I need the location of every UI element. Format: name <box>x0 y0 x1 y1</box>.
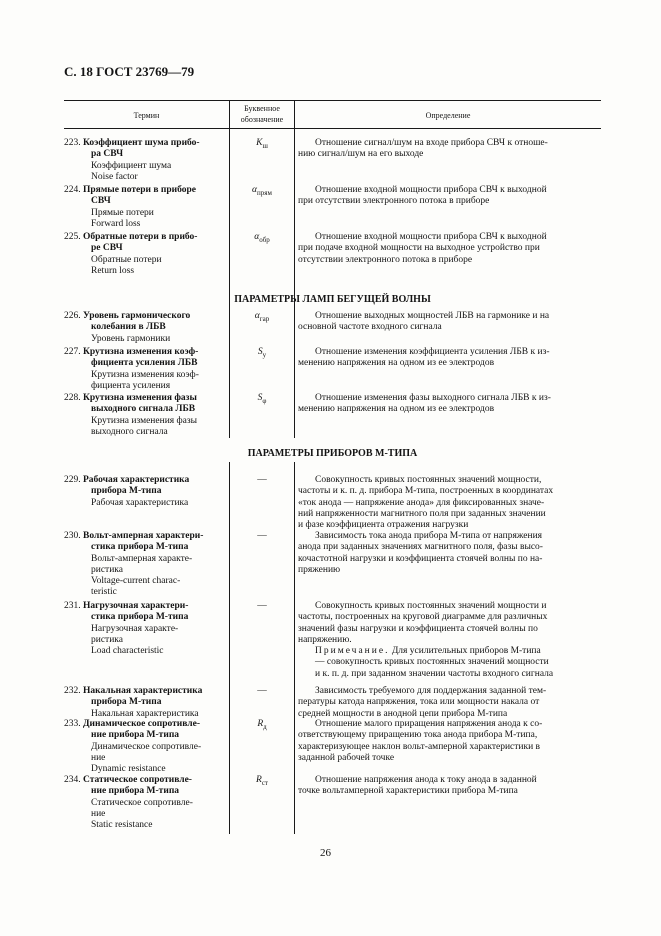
term-title-line: фициента усиления ЛБВ <box>91 358 198 369</box>
note-line <box>298 646 600 657</box>
term-cell <box>64 393 226 438</box>
term-title-line: ние прибора М-типа <box>91 786 180 797</box>
symbol-main: R <box>257 719 264 729</box>
term-synonym-line: выходного сигнала <box>91 426 168 437</box>
definition-cell <box>298 185 600 208</box>
term-cell <box>64 347 226 392</box>
col-header-symbol-line2: обозначение <box>240 115 284 124</box>
term-cell <box>64 775 226 831</box>
term-synonym-line: Накальная характеристика <box>91 708 199 719</box>
term-number: 224. <box>64 185 81 195</box>
term-synonym-line: Return loss <box>91 265 135 276</box>
term-number: 230. <box>64 531 81 541</box>
term-synonym-line: Voltage-current charac- <box>91 576 181 587</box>
term-title-text: Нагрузочная характери- <box>83 601 189 611</box>
definition-line: и фазе коэффициента отражения нагрузки <box>298 520 469 531</box>
definition-cell <box>298 719 600 764</box>
term-title-line: стика прибора М-типа <box>91 542 189 553</box>
term-number: 228. <box>64 393 81 403</box>
page-number: 26 <box>320 847 331 859</box>
definition-cell <box>298 393 600 416</box>
term-synonym-line: Крутизна изменения фазы <box>91 415 198 426</box>
term-cell <box>64 232 226 277</box>
term-number: 223. <box>64 138 81 148</box>
definition-line: Отношение изменения коэффициента усиления ЛБВ к из- <box>315 347 550 357</box>
definition-line: Отношение входной мощности прибора СВЧ к выходной <box>315 232 547 242</box>
term-cell <box>64 138 226 183</box>
definition-line: частоты и к. п. д. прибора М-типа, построенных в координатах <box>298 486 554 497</box>
symbol-cell <box>232 311 292 325</box>
term-number: 231. <box>64 601 81 611</box>
symbol-subscript: φ <box>262 396 267 405</box>
table-head-bottom-rule <box>64 128 601 129</box>
definition-line: Отношение изменения фазы выходного сигнала ЛБВ к из- <box>315 393 551 403</box>
definition-line: Отношение напряжения анода к току анода в заданной <box>315 775 537 785</box>
symbol-main: S <box>257 393 263 403</box>
definition-line: ний напряженности магнитного поля при заданных значении <box>298 508 546 519</box>
term-cell <box>64 719 226 775</box>
symbol-cell <box>232 775 292 789</box>
term-synonym-line: Рабочая характеристика <box>91 497 189 508</box>
term-synonym-line: фициента усиления <box>91 380 171 391</box>
term-number: 227. <box>64 347 81 357</box>
definition-line: «ток анода — напряжение анода» для фиксированных значе- <box>298 497 545 508</box>
term-number: 232. <box>64 686 81 696</box>
definition-line: характеризующее наклон вольт-амперной характеристики в <box>298 741 541 752</box>
term-cell <box>64 311 226 345</box>
symbol-cell <box>232 185 292 199</box>
term-title-text: Уровень гармонического <box>83 311 191 321</box>
term-synonym-line: Динамическое сопротивле- <box>91 741 202 752</box>
symbol-main: S <box>257 347 263 357</box>
definition-line: ответствующему приращению тока анода прибора М-типа, <box>298 730 538 741</box>
term-title-line <box>64 475 226 486</box>
term-title-text: Накальная характеристика <box>83 686 203 696</box>
definition-line: Отношение малого приращения напряжения анода к со- <box>315 719 543 729</box>
definition-line: напряжению. <box>298 634 352 645</box>
term-title-text: Крутизна изменения фазы <box>83 393 197 403</box>
term-title-line: ра СВЧ <box>91 149 124 160</box>
term-title-text: Коэффициент шума прибо- <box>83 138 200 148</box>
definition-line: частоты, построенных на круговой диаграмме для различных <box>298 612 548 623</box>
definition-line: Зависимость тока анода прибора М-типа от напряжения <box>315 531 543 541</box>
definition-line: Отношение входной мощности прибора СВЧ к выходной <box>315 185 547 195</box>
term-title-line: ре СВЧ <box>91 243 123 254</box>
symbol-main: α <box>254 311 260 321</box>
term-title-line <box>64 601 226 612</box>
definition-line: менению напряжения на одном из ее электродов <box>298 358 495 369</box>
column-divider-left <box>229 100 230 438</box>
term-synonym-line: Dynamic resistance <box>91 764 166 775</box>
term-title-text: Обратные потери в прибо- <box>83 232 198 242</box>
section-title-twt: ПАРАМЕТРЫ ЛАМП БЕГУЩЕЙ ВОЛНЫ <box>234 294 431 305</box>
term-synonym-line: Forward loss <box>91 218 141 229</box>
definition-cell <box>298 232 600 266</box>
symbol-subscript: обр <box>259 235 270 244</box>
definition-cell <box>298 347 600 370</box>
symbol-cell <box>232 601 292 612</box>
term-synonym-line: teristic <box>91 587 117 598</box>
col-header-term: Термин <box>133 111 160 120</box>
symbol-main: — <box>257 601 267 611</box>
symbol-subscript: ш <box>262 141 268 150</box>
term-synonym-line: ние <box>91 752 106 763</box>
term-title-text: Динамическое сопротивле- <box>83 719 200 729</box>
definition-line: при подаче входной мощности на выходное устройство при <box>298 243 540 254</box>
term-cell <box>64 686 226 720</box>
term-title-line: прибора М-типа <box>91 486 162 497</box>
definition-cell <box>298 531 600 576</box>
definition-cell <box>298 686 600 720</box>
definition-line: менению напряжения на одном из ее электродов <box>298 404 495 415</box>
term-synonym-line: Статическое сопротивле- <box>91 797 193 808</box>
term-cell <box>64 475 226 509</box>
term-synonym-line: ристика <box>91 564 123 575</box>
definition-line: заданной рабочей точке <box>298 752 395 763</box>
term-title-line <box>64 531 226 542</box>
note-line: — совокупность кривых постоянных значений мощности <box>315 657 549 668</box>
symbol-cell <box>232 138 292 152</box>
definition-line: Совокупность кривых постоянных значений мощности и <box>315 601 547 611</box>
symbol-subscript: ст <box>261 778 268 787</box>
term-synonym-line: Коэффициент шума <box>91 160 172 171</box>
column-divider-right <box>294 100 295 438</box>
symbol-cell <box>232 393 292 407</box>
term-title-text: Крутизна изменения коэф- <box>83 347 199 357</box>
symbol-cell <box>232 531 292 542</box>
definition-line: значений фазы нагрузки и коэффициента стоячей волны по <box>298 623 538 634</box>
symbol-main: — <box>257 475 267 485</box>
symbol-cell <box>232 719 292 733</box>
page-header: С. 18 ГОСТ 23769—79 <box>64 64 195 79</box>
term-title-text: Рабочая характеристика <box>83 475 190 485</box>
definition-line: нию сигнал/шум на его выходе <box>298 149 424 160</box>
term-synonym-line: ристика <box>91 634 123 645</box>
definition-cell <box>298 138 600 161</box>
term-number: 226. <box>64 311 81 321</box>
note-label: Примечание. <box>315 646 390 657</box>
term-number: 229. <box>64 475 81 485</box>
term-title-line: колебания в ЛБВ <box>91 322 166 333</box>
term-title-line: СВЧ <box>91 196 111 207</box>
symbol-main: — <box>257 531 267 541</box>
note-rest: Для усилительных приборов М-типа <box>389 646 541 657</box>
term-title-line <box>64 311 226 322</box>
term-cell <box>64 185 226 230</box>
term-synonym-line: Static resistance <box>91 820 153 831</box>
col-header-symbol-line1: Буквенное <box>244 104 280 113</box>
definition-cell <box>298 775 600 798</box>
definition-line: при отсутствии электронного потока в приборе <box>298 196 490 207</box>
definition-line: кочастотной нагрузки и коэффициента стоячей волны по на- <box>298 553 543 564</box>
symbol-cell <box>232 232 292 246</box>
term-title-line <box>64 393 226 404</box>
term-title-text: Прямые потери в приборе <box>83 185 197 195</box>
term-title-line <box>64 775 226 786</box>
definition-line: Совокупность кривых постоянных значений мощности, <box>315 475 542 485</box>
term-synonym-line: Load characteristic <box>91 646 164 657</box>
definition-line: точке вольтамперной характеристики прибора М-типа <box>298 786 518 797</box>
note-line: и к. п. д. при заданном значении частоты входного сигнала <box>315 668 554 679</box>
term-title-text: Вольт-амперная характери- <box>83 531 204 541</box>
symbol-cell <box>232 686 292 697</box>
term-synonym-line: Вольт-амперная характе- <box>91 553 193 564</box>
definition-cell <box>298 601 600 680</box>
definition-cell <box>298 311 600 334</box>
term-number: 233. <box>64 719 81 729</box>
term-synonym-line: Noise factor <box>91 171 138 182</box>
term-cell <box>64 531 226 599</box>
definition-line: анода при заданных значениях магнитного поля, фазы высо- <box>298 542 543 553</box>
term-title-line <box>64 719 226 730</box>
term-title-line: выходного сигнала ЛБВ <box>91 404 196 415</box>
term-title-line <box>64 138 226 149</box>
term-number: 234. <box>64 775 81 785</box>
column-divider-right-2 <box>294 462 295 834</box>
definition-line: основной частоте входного сигнала <box>298 322 442 333</box>
definition-line: Отношение выходных мощностей ЛБВ на гармонике и на <box>315 311 550 321</box>
symbol-cell <box>232 347 292 361</box>
term-synonym-line: Крутизна изменения коэф- <box>91 369 199 380</box>
symbol-main: R <box>256 775 262 785</box>
column-divider-left-2 <box>229 462 230 834</box>
definition-line: пряжению <box>298 564 341 575</box>
symbol-main: — <box>257 686 267 696</box>
symbol-main: α <box>252 185 258 195</box>
term-synonym-line: Прямые потери <box>91 207 154 218</box>
term-title-line <box>64 347 226 358</box>
term-title-text: Статическое сопротивле- <box>83 775 192 785</box>
term-synonym-line: Обратные потери <box>91 254 162 265</box>
term-title-line: прибора М-типа <box>91 697 162 708</box>
symbol-cell <box>232 475 292 486</box>
term-title-line <box>64 686 226 697</box>
symbol-main: K <box>256 138 263 148</box>
definition-line: отсутствии электронного потока в приборе <box>298 254 473 265</box>
term-title-line <box>64 185 226 196</box>
term-title-line <box>64 232 226 243</box>
definition-line: средней мощности в анодной цепи прибора М-типа <box>298 708 508 719</box>
table-top-rule <box>64 100 601 101</box>
symbol-subscript: прям <box>257 188 272 197</box>
term-synonym-line: Нагрузочная характе- <box>91 623 179 634</box>
term-title-line: стика прибора М-типа <box>91 612 189 623</box>
term-cell <box>64 601 226 657</box>
definition-line: Отношение сигнал/шум на входе прибора СВЧ к отноше- <box>315 138 548 148</box>
definition-cell <box>298 475 600 531</box>
symbol-subscript: у <box>262 350 267 359</box>
symbol-subscript: д <box>263 722 267 731</box>
term-title-line: ние прибора М-типа <box>91 730 180 741</box>
term-synonym-line: Уровень гармоники <box>91 333 171 344</box>
section-title-m-type: ПАРАМЕТРЫ ПРИБОРОВ М-ТИПА <box>247 448 418 459</box>
definition-line: пературы катода напряжения, тока или мощности накала от <box>298 697 540 708</box>
term-number: 225. <box>64 232 81 242</box>
symbol-main: α <box>254 232 260 242</box>
col-header-definition: Определение <box>425 111 471 120</box>
symbol-subscript: гар <box>259 314 270 323</box>
term-synonym-line: ние <box>91 808 106 819</box>
definition-line: Зависимость требуемого для поддержания заданной тем- <box>315 686 547 696</box>
